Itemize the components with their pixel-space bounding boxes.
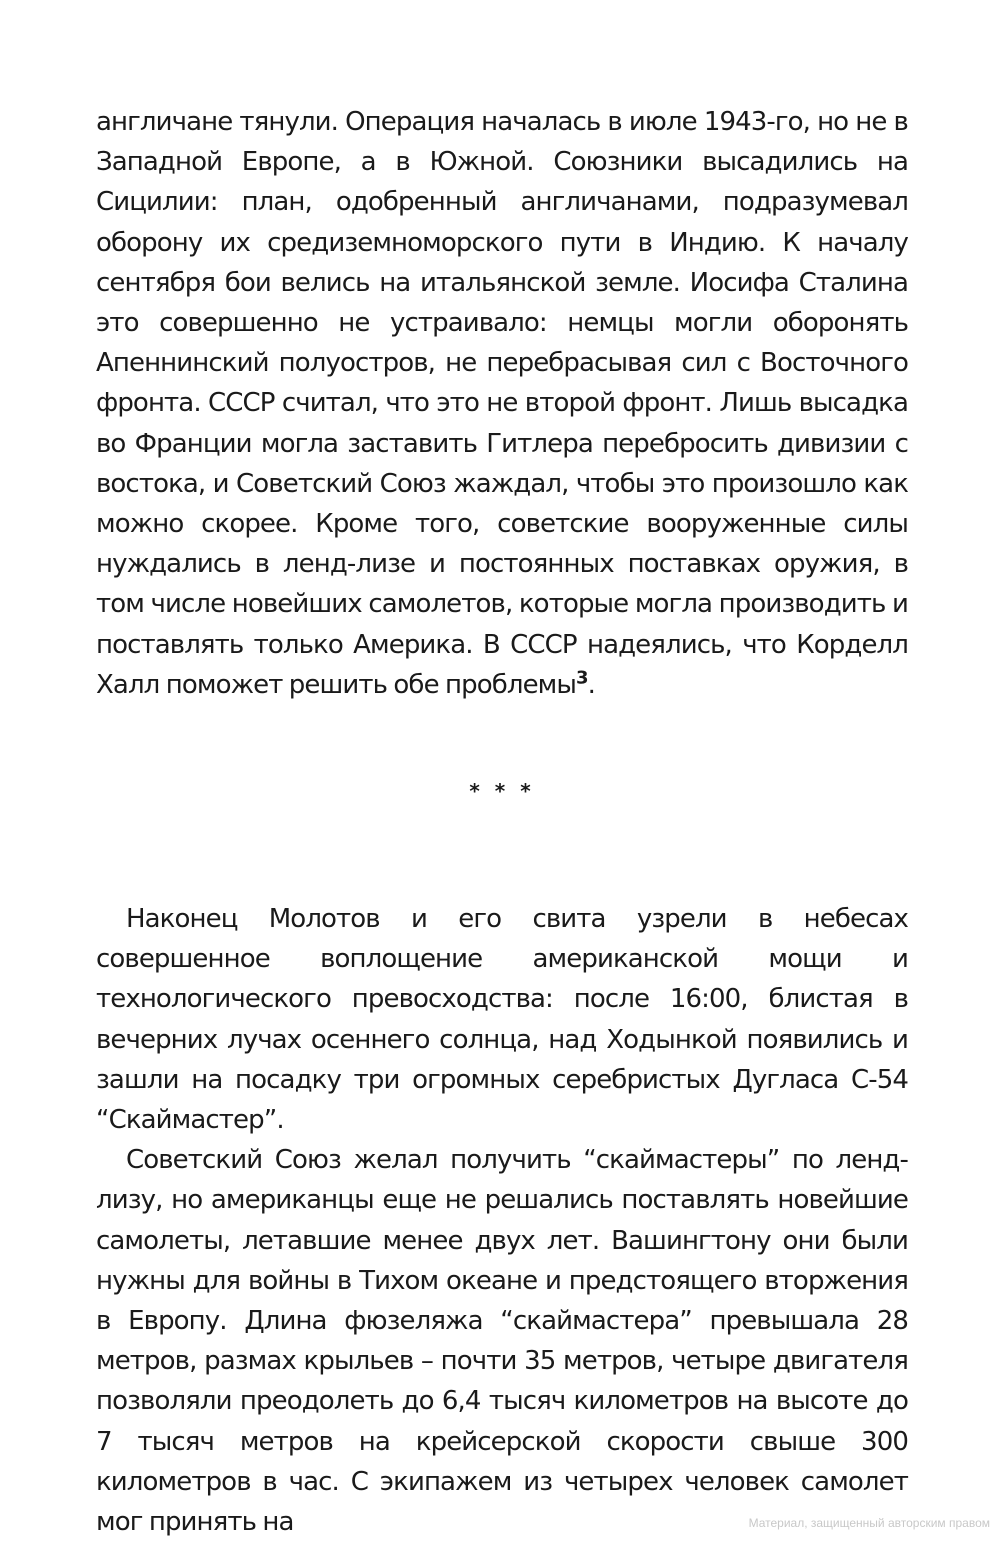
section-separator: * * *	[469, 779, 535, 804]
paragraph-1-end: .	[587, 669, 596, 700]
paragraph-1	[96, 102, 908, 705]
paragraph-3: Советский Союз желал получить “скаймастеры” по ленд-лизу, но американцы еще не решались поставлять новейшие самолеты, летавшие менее двух лет. Вашингтону они были нужны для войны в Тихом океане и предстоящего вторжения в Европу. Длина фюзеляжа “скаймастера” превышала 28 метров, размах крыльев – почти 35 метров, четыре двигателя позволяли преодолеть до 6,4 тысяч километров на высоте до 7 тысяч метров на крейсерской скорости свыше 300 километров в час. С экипажем из четырех человек самолет мог принять на	[96, 1145, 908, 1538]
paragraph-1-text: англичане тянули. Операция началась в июле 1943-го, но не в Западной Европе, а в Южной. Союзники высадились на Сицилии: план, одобренный англичанами, подразумевал оборону их средиземноморского пути в Индию. К началу сентября бои велись на итальянской земле. Иосифа Сталина это совершенно не устраивало: немцы могли оборонять Апеннинский полуостров, не перебрасывая сил с Восточного фронта. СССР считал, что это не второй фронт. Лишь высадка во Франции могла заставить Гитлера перебросить дивизии с востока, и Советский Союз жаждал, чтобы это произошло как можно скорее. Кроме того, советские вооруженные силы нуждались в ленд-лизе и постоянных поставках оружия, в том числе новейших самолетов, которые могла производить и поставлять только Америка. В СССР надеялись, что Корделл Халл поможет решить обе проблемы	[96, 107, 908, 700]
copyright-watermark: Материал, защищенный авторским правом	[748, 1516, 990, 1530]
footnote-reference[interactable]: 3	[576, 667, 588, 689]
paragraph-2: Наконец Молотов и его свита узрели в небесах совершенное воплощение американской мощи и технологического превосходства: после 16:00, блистая в вечерних лучах осеннего солнца, над Ходынкой появились и зашли на посадку три огромных серебристых Дугласа С-54 “Скаймастер”.	[96, 904, 908, 1136]
page-body	[96, 102, 908, 1542]
